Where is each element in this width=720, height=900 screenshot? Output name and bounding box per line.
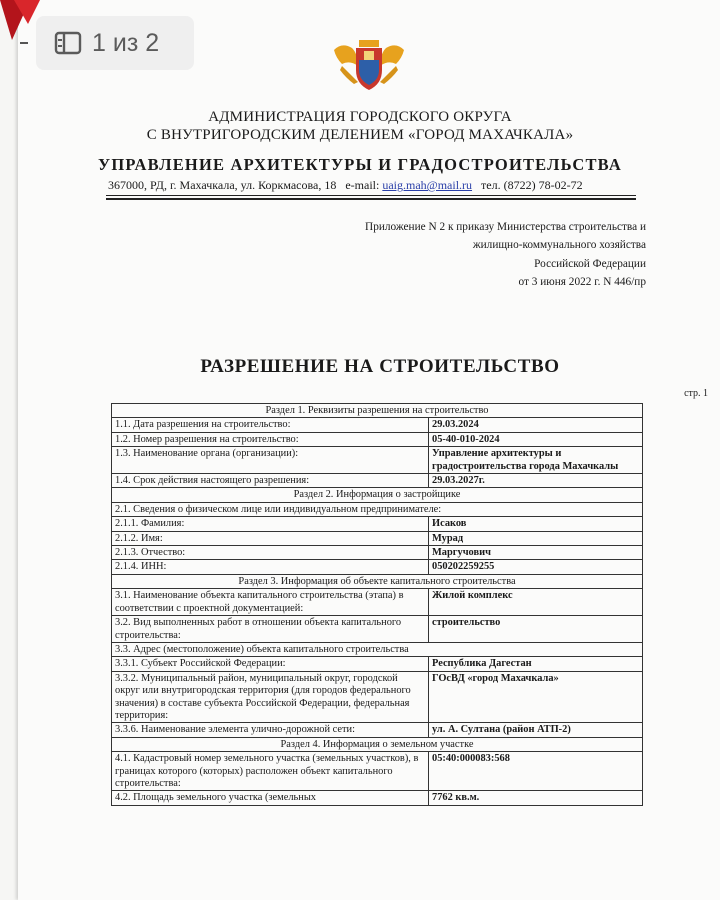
section-2-heading: Раздел 2. Информация о застройщике	[112, 488, 643, 502]
street-label: 3.3.6. Наименование элемента улично-дорожной сети:	[112, 723, 429, 737]
surname-label: 2.1.1. Фамилия:	[112, 517, 429, 531]
dash-mark	[20, 42, 28, 44]
authority-value: Управление архитектуры и градостроительства города Махачкалы	[429, 447, 643, 474]
table-row	[112, 517, 643, 531]
patronymic-value: Маргучович	[429, 546, 643, 560]
annex-line1: Приложение N 2 к приказу Министерства строительства и	[365, 221, 646, 233]
work-type-value: строительство	[429, 616, 643, 643]
page-layout-icon	[54, 31, 82, 55]
cadastral-label: 4.1. Кадастровый номер земельного участка (земельных участков), в границах которого (которых) расположен объект капитального строительства:	[112, 752, 429, 791]
table-row	[112, 752, 643, 791]
section-4-heading: Раздел 4. Информация о земельном участке	[112, 737, 643, 751]
table-row	[112, 589, 643, 616]
table-row	[112, 404, 643, 418]
permit-date-value: 29.03.2024	[429, 418, 643, 432]
table-row	[112, 432, 643, 446]
permit-date-label: 1.1. Дата разрешения на строительство:	[112, 418, 429, 432]
validity-value: 29.03.2027г.	[429, 474, 643, 488]
header-rule-thick	[106, 198, 636, 200]
section-3-heading: Раздел 3. Информация об объекте капитального строительства	[112, 574, 643, 588]
object-name-label: 3.1. Наименование объекта капитального строительства (этапа) в соответствии с проектной документацией:	[112, 589, 429, 616]
region-value: Республика Дагестан	[429, 657, 643, 671]
inn-value: 050202259255	[429, 560, 643, 574]
table-row	[112, 546, 643, 560]
individual-info-label: 2.1. Сведения о физическом лице или индивидуальном предпринимателе:	[112, 502, 643, 516]
annex-note	[246, 218, 646, 291]
table-row	[112, 642, 643, 656]
first-name-label: 2.1.2. Имя:	[112, 531, 429, 545]
land-area-label: 4.2. Площадь земельного участка (земельных	[112, 791, 429, 805]
surname-value: Исаков	[429, 517, 643, 531]
email-link[interactable]: uaig.mah@mail.ru	[382, 178, 473, 192]
authority-label: 1.3. Наименование органа (организации):	[112, 447, 429, 474]
region-label: 3.3.1. Субъект Российской Федерации:	[112, 657, 429, 671]
table-row	[112, 488, 643, 502]
permit-number-value: 05-40-010-2024	[429, 432, 643, 446]
phone: тел. (8722) 78-02-72	[481, 178, 583, 192]
table-row	[112, 671, 643, 723]
document-title: РАЗРЕШЕНИЕ НА СТРОИТЕЛЬСТВО	[200, 356, 560, 377]
object-name-value: Жилой комплекс	[429, 589, 643, 616]
annex-line4: от 3 июня 2022 г. N 446/пр	[518, 275, 646, 288]
table-row	[112, 560, 643, 574]
department-name: УПРАВЛЕНИЕ АРХИТЕКТУРЫ И ГРАДОСТРОИТЕЛЬСТВА	[98, 155, 622, 174]
inn-label: 2.1.4. ИНН:	[112, 560, 429, 574]
work-type-label: 3.2. Вид выполненных работ в отношении объекта капитального строительства:	[112, 616, 429, 643]
street-value: ул. А. Султана (район АТП-2)	[429, 723, 643, 737]
validity-label: 1.4. Срок действия настоящего разрешения:	[112, 474, 429, 488]
cadastral-value: 05:40:000083:568	[429, 752, 643, 791]
contact-line	[108, 178, 583, 193]
municipality-label: 3.3.2. Муниципальный район, муниципальный округ, городской округ или внутригородская территория (для городов федерального значения) в составе субъекта Российской Федерации, федеральная территория:	[112, 671, 429, 723]
table-row	[112, 723, 643, 737]
table-row	[112, 418, 643, 432]
patronymic-label: 2.1.3. Отчество:	[112, 546, 429, 560]
table-row	[112, 737, 643, 751]
header-rule-thin	[106, 195, 636, 196]
table-row	[112, 502, 643, 516]
municipality-value: ГОсВД «город Махачкала»	[429, 671, 643, 723]
email-label: e-mail:	[345, 178, 380, 192]
table-row	[112, 574, 643, 588]
permit-table	[111, 403, 643, 806]
city-emblem	[328, 36, 410, 94]
org-name-line1: АДМИНИСТРАЦИЯ ГОРОДСКОГО ОКРУГА	[208, 109, 512, 125]
table-row	[112, 531, 643, 545]
annex-line2: жилищно-коммунального хозяйства	[472, 239, 646, 252]
address: 367000, РД, г. Махачкала, ул. Коркмасова, 18	[108, 178, 337, 192]
page-number: стр. 1	[684, 388, 708, 399]
table-row	[112, 447, 643, 474]
land-area-value: 7762 кв.м.	[429, 791, 643, 805]
page-indicator-text: 1 из 2	[92, 28, 160, 57]
permit-number-label: 1.2. Номер разрешения на строительство:	[112, 432, 429, 446]
object-address-label: 3.3. Адрес (местоположение) объекта капитального строительства	[112, 642, 643, 656]
page-indicator[interactable]	[36, 16, 194, 70]
table-row	[112, 657, 643, 671]
annex-line3: Российской Федерации	[534, 257, 646, 270]
table-row	[112, 791, 643, 805]
table-row	[112, 616, 643, 643]
section-1-heading: Раздел 1. Реквизиты разрешения на строительство	[112, 404, 643, 418]
table-row	[112, 474, 643, 488]
first-name-value: Мурад	[429, 531, 643, 545]
org-name-line2: С ВНУТРИГОРОДСКИМ ДЕЛЕНИЕМ «ГОРОД МАХАЧКАЛА»	[146, 127, 574, 143]
